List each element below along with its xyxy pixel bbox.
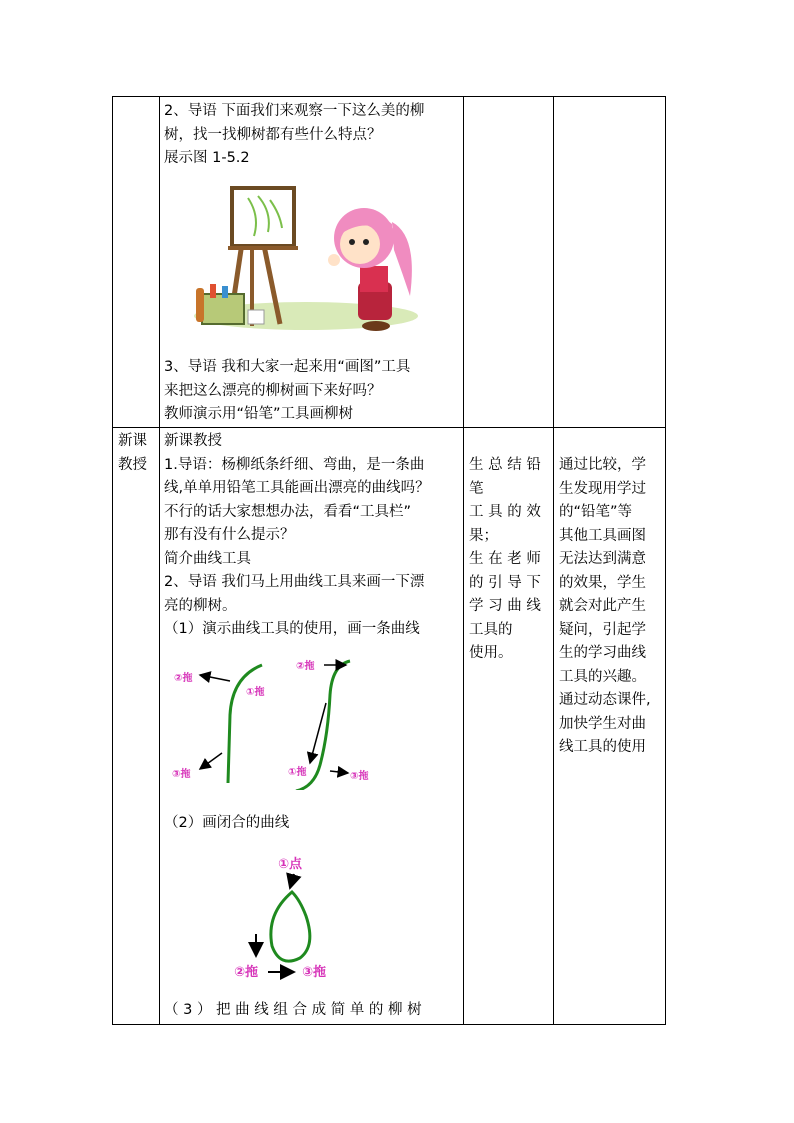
text-line: 1.导语：杨柳纸条纤细、弯曲，是一条曲: [164, 456, 425, 473]
text-line: 工具的: [469, 621, 513, 638]
text-line: 新课教授: [164, 433, 222, 449]
table-border-bottom: [112, 1024, 666, 1025]
row1-intro-text: [164, 100, 424, 171]
text-line: 教师演示用“铅笔”工具画柳树: [164, 406, 354, 422]
step-label: ①拖: [246, 687, 265, 698]
row1-activity-text: [164, 356, 410, 427]
text-line: 通过比较，学: [559, 457, 646, 473]
step-label: ②拖: [174, 673, 193, 684]
text-line: 树，找一找柳树都有些什么特点？: [164, 126, 382, 143]
drag-arrow: [200, 675, 230, 681]
text-line: 2、导语 我们马上用曲线工具来画一下漂: [164, 574, 425, 590]
text-line: 生 总 结 铅: [469, 457, 541, 473]
text-line: 生 在 老 师: [469, 551, 541, 567]
text-line: 教授: [118, 456, 147, 473]
step-label: ③拖: [302, 965, 327, 980]
text-line: 那有没有什么提示？: [164, 527, 295, 543]
text-line: 就会对此产生: [559, 598, 646, 614]
text-line: 的 引 导 下: [469, 574, 541, 591]
table-col-divider-2: [463, 96, 464, 1025]
text-line: 的效果，学生: [559, 574, 646, 591]
text-line: 亮的柳树。: [164, 597, 237, 614]
step-label: ③拖: [172, 769, 191, 780]
text-line: 笔: [469, 480, 484, 497]
girl-painting-illustration: [188, 176, 420, 336]
teacher-activity-text: [164, 430, 430, 642]
table-border-left: [112, 96, 113, 1025]
text-line: （2）画闭合的曲线: [164, 815, 290, 831]
click-arrow: [290, 874, 294, 888]
step-label: ②拖: [296, 661, 315, 672]
text-line: 2、导语 下面我们来观察一下这么美的柳: [164, 103, 425, 119]
text-line: 通过动态课件,: [559, 692, 651, 708]
drag-arrow: [330, 771, 348, 773]
text-line: 工具的兴趣。: [559, 668, 646, 685]
text-line: 其他工具画图: [559, 527, 646, 544]
text-line: 展示图 1-5.2: [164, 150, 250, 166]
curve-tool-diagram: [170, 655, 380, 790]
section-label: [118, 430, 147, 477]
teacher-step2-text: [164, 812, 289, 836]
step-label: ③拖: [350, 771, 369, 782]
text-line: 无法达到满意: [559, 551, 646, 567]
text-line: 简介曲线工具: [164, 550, 251, 567]
text-line: 疑问，引起学: [559, 621, 646, 638]
table-col-divider-3: [553, 96, 554, 1025]
drag-arrow: [200, 753, 222, 769]
teacher-step3-text: [164, 999, 422, 1023]
text-line: 来把这么漂亮的柳树画下来好吗？: [164, 382, 382, 399]
closed-curve-diagram: [230, 850, 350, 982]
text-line: 不行的话大家想想办法，看看“工具栏”: [164, 503, 412, 520]
text-line: （1）演示曲线工具的使用，画一条曲线: [164, 621, 420, 637]
step-label: ②拖: [234, 965, 259, 980]
student-activity-text: [469, 454, 541, 666]
text-line: 的“铅笔”等: [559, 504, 633, 520]
text-line: 生发现用学过: [559, 480, 646, 497]
step-label: ①拖: [288, 767, 307, 778]
table-row-divider: [112, 427, 666, 428]
table-border-top: [112, 96, 666, 97]
text-line: （ 3 ） 把 曲 线 组 合 成 简 单 的 柳 树: [164, 1002, 422, 1018]
text-line: 果；: [469, 527, 498, 544]
text-line: 新课: [118, 433, 147, 449]
text-line: 线,单单用铅笔工具能画出漂亮的曲线吗？: [164, 480, 430, 496]
text-line: 使用。: [469, 645, 513, 661]
text-line: 3、导语 我和大家一起来用“画图”工具: [164, 359, 411, 375]
open-curve-1: [228, 665, 265, 783]
design-intent-text: [559, 454, 651, 760]
step-label: ①点: [278, 857, 303, 872]
text-line: 加快学生对曲: [559, 715, 646, 732]
text-line: 学 习 曲 线: [469, 598, 541, 614]
table-col-divider-1: [159, 96, 160, 1025]
text-line: 线工具的使用: [559, 739, 646, 755]
text-line: 生的学习曲线: [559, 645, 646, 661]
table-border-right: [665, 96, 666, 1025]
text-line: 工 具 的 效: [469, 504, 541, 520]
closed-curve: [271, 892, 310, 961]
